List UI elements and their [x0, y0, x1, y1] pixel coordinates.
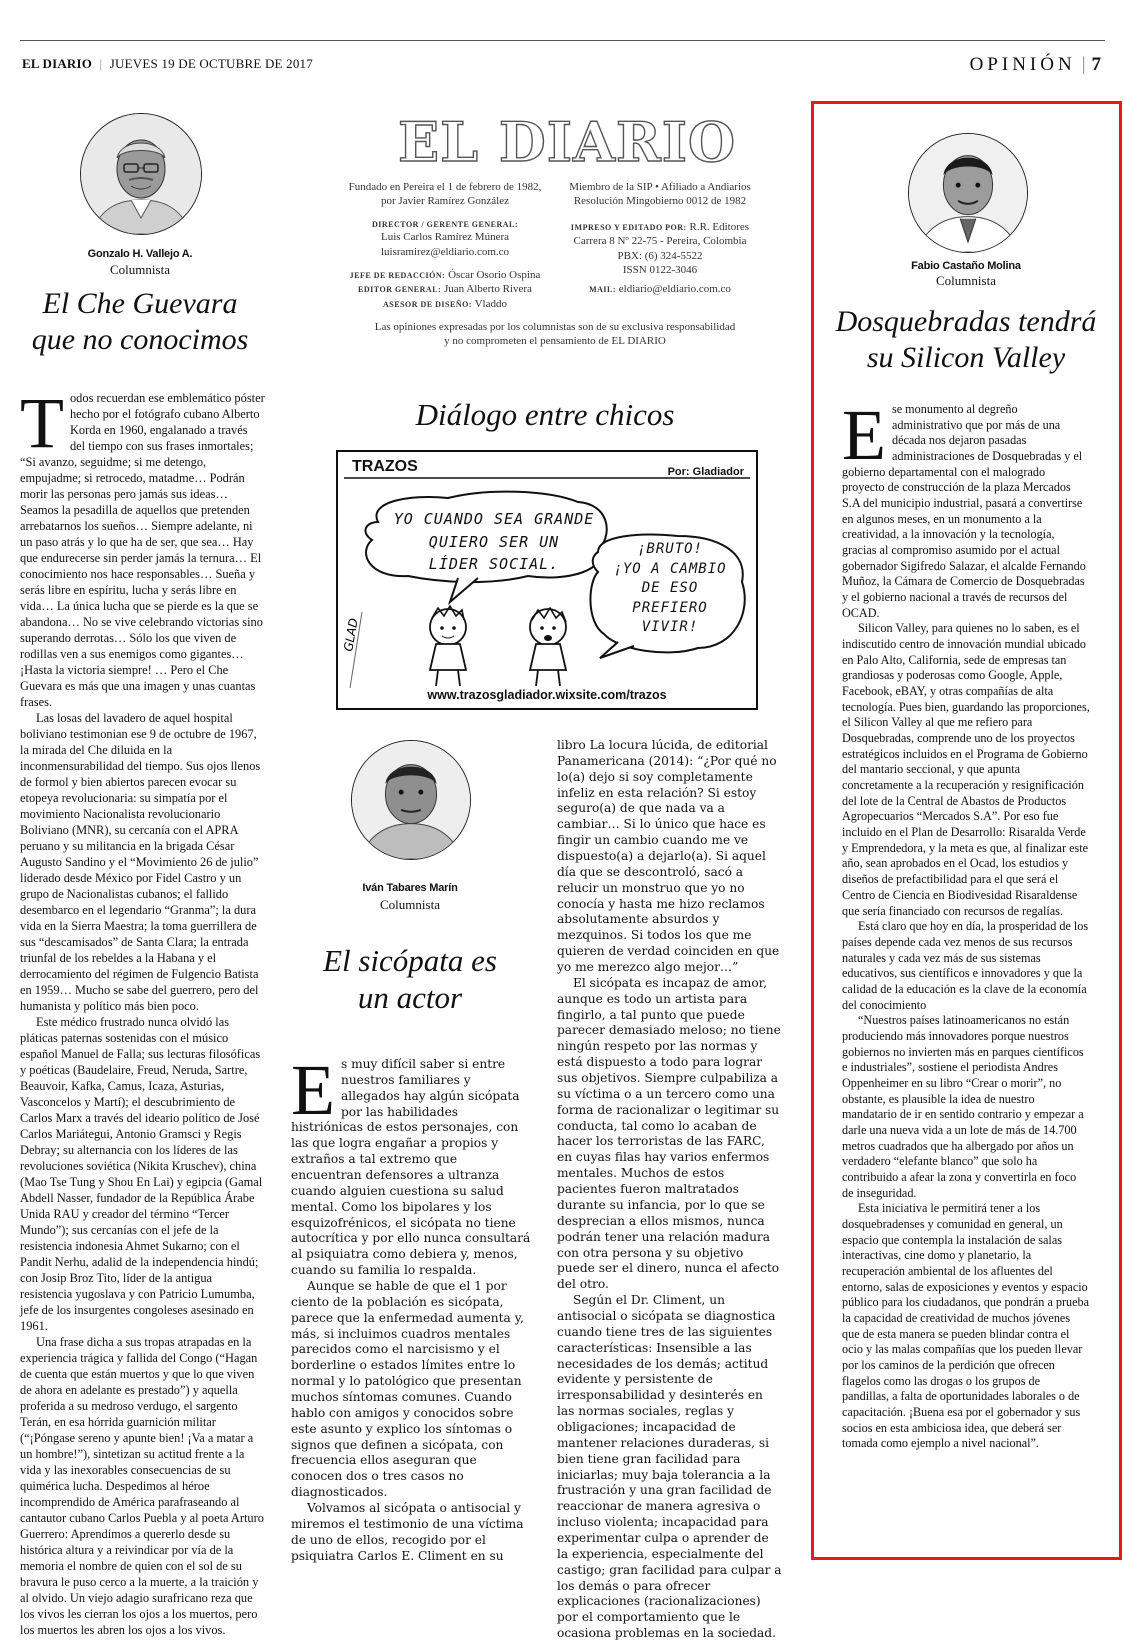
page-header-right	[970, 54, 1101, 76]
article-paragraph: Silicon Valley, para quienes no lo saben, es el indiscutido centro de innovación mundial ubicado en Palo Alto, California, sede de empresas tan grandiosas y poderosas como Google, Apple, Facebook, eBAY, y otras compañías de alta tecnología. Pues bien, guardando las proporciones, el Silicon Valley al que me refiero para Dosquebradas, comprende uno de los proyectos estratégicos incluidos en el Programa de Gobierno del mantario seccional, y que apunta concretamente a la recuperación y resignificación del lote de la Central de Abastos de Productos Agropecuarios “Mercados S.A”. Por eso fue incluido en el Plan de Desarrollo: Risaralda Verde y Emprendedora, y la meta es que, al finalizar este año, sean aprobados en el Ocad, los estudios y diseños de prefactibilidad para el que será el Centro de Ciencia en Biodivesidad Risaraldense que sería financiado con recursos de regalías.	[842, 621, 1090, 918]
portrait-illustration	[81, 114, 201, 234]
printer-name: R.R. Editores	[689, 221, 750, 233]
author-photo	[908, 133, 1028, 253]
article-headline	[20, 286, 260, 358]
author-role: Columnista	[380, 897, 440, 912]
article-body	[291, 1050, 531, 1565]
article-paragraph: Esta iniciativa le permitirá tener a los dosquebradenses y comunidad en general, un espacio que contempla la instalación de salas interactivas, cine domo y planetario, la recuperación ambiental de los afluentes del entorno, salas de exposiciones y eventos y espacio público para los ciudadanos, que pondrán a prueba la capacidad de creatividad de muchos jóvenes que de esta manera se pueden blindar contra el ocio y las malas compañías que los pueden llevar por los caminos de la perdición que ofrecen flagelos como las drogas o los grupos de pandillas, a falta de oportunidades laborales o de capacitación. ¡Buena esa por el gobernador y sus socios en esta ambiciosa idea, que deberá ser tomada como ejemplo a nivel nacional”.	[842, 1201, 1090, 1451]
masthead-printer	[560, 220, 760, 277]
article-headline	[290, 942, 530, 1016]
author-name: Fabio Castaño Molina	[911, 260, 1021, 272]
svg-text:GLAD: GLAD	[341, 617, 361, 653]
headline-line-2: que no conocimos	[31, 323, 249, 356]
page-number: 7	[1091, 54, 1101, 75]
portrait-illustration	[352, 741, 470, 859]
cartoon-url[interactable]: www.trazosgladiador.wixsite.com/trazos	[427, 688, 667, 702]
mail-address[interactable]: eldiario@eldiario.com.co	[618, 283, 731, 295]
director-name: Luis Carlos Ramírez Múnera	[381, 231, 509, 244]
article-paragraph	[842, 395, 1090, 621]
masthead-disclaimer	[330, 320, 780, 349]
article-paragraph: Aunque se hable de que el 1 por ciento de la población es sicópata, parece que la enfermedad aumenta y, más, si incluimos cuadros mentales parecidos como el narcisismo y el borderline o estados límites entre lo normal y lo patológico que presentan muchos síntomas comunes. Cuando hablo con amigos y conocidos sobre este asunto y explico los síntomas o signos que definen a sicópata, con frecuencia ellos aseguran que conocen dos o tres casos no diagnosticados.	[291, 1279, 524, 1500]
masthead-membership	[560, 180, 760, 209]
headline-line-2: su Silicon Valley	[866, 341, 1066, 374]
disclaimer-line-2: y no comprometen el pensamiento de EL DIARIO	[444, 335, 666, 348]
membership-text: Miembro de la SIP • Afiliado a Andiarios	[569, 181, 751, 193]
paragraph-text: s muy difícil saber si entre nuestros familiares y allegados hay algún sicópata por las habilidades histriónicas de estos personajes, con las que logra engañar a propios y extraños a tal extremo que encuentran defensores a ultranza cuando alguien cuestiona su salud mental. Como los bipolares y los esquizofrénicos, el sicópata no tiene autocrítica y por ello nunca consultará al psiquiatra como debiera y, menos, cuando su familia lo respalda.	[291, 1057, 531, 1278]
founded-text: Fundado en Pereira el 1 de febrero de 1982,	[348, 181, 542, 193]
article-paragraph: “Nuestros países latinoamericanos no están produciendo más innovadores porque nuestros gobiernos no invierten más en parques científicos e industriales”, sostiene el periodista Andres Oppenheimer en su libro “Crear o morir”, no obstante, es plausible la idea de nuestro mandatario de ir en sentido contrario y empezar a darle una nueva vida a un lote de más de 14.700 metros cuadrados que ha albergado por años un verdadero “elefante blanco” que solo ha contribuido a afear la zona y convertirla en foco de inseguridad.	[842, 1013, 1084, 1200]
editor-name: Juan Alberto Rivera	[443, 283, 532, 296]
address-text: Carrera 8 Nº 22-75 - Pereira, Colombia	[573, 235, 747, 248]
article-paragraph: Según el Dr. Climent, un antisocial o sicópata se diagnostica cuando tiene tres de las siguientes características: Insensible a las necesidades de los demás; actitud evidente y persistente de irresponsabilidad y desinterés en las normas sociales, reglas y obligaciones; incapacidad de mantener relaciones duraderas, si bien tiene gran facilidad para iniciarlas; muy baja tolerancia a la frustración y una gran facilidad de reaccionar de manera agresiva o incluso violenta; incapacidad para experimentar culpa o aprender de la experiencia, especialmente del castigo; gran facilidad para culpar a los demás o para ofrecer explicaciones (racionalizaciones) por el comportamiento que le ocasiona problemas en la sociedad.	[557, 1293, 782, 1641]
author-photo	[351, 740, 471, 860]
issn-text: ISSN 0122-3046	[622, 263, 698, 276]
portrait-illustration	[909, 134, 1027, 252]
section-name: OPINIÓN	[969, 54, 1076, 75]
article-paragraph: El sicópata es incapaz de amor, aunque es todo un artista para fingirlo, a tal punto que puede parecer demasiado meloso; no tiene ningún respeto por las normas y está dispuesto a todo para lograr sus objetivos. Siempre culpabiliza a su víctima o a un tercero como una forma de racionalizar o legitimar su conducta, tal como lo acaban de hacer los terroristas de las FARC, en cuyas filas hay varios enfermos mentales. Muchos de estos pacientes fueron maltratados durante su infancia, por lo que se desprecian a ellos mismos, nunca podrán tener una relación madura con otra persona y su objetivo puede ser el dinero, nunca el afecto del otro.	[557, 975, 781, 1292]
author-name: Iván Tabares Marín	[362, 882, 458, 894]
strip-author: Por: Gladiador	[667, 466, 744, 478]
headline-line-1: El sicópata es	[323, 943, 497, 978]
headline-line-2: un actor	[357, 980, 463, 1016]
article-paragraph: Volvamos al sicópata o antisocial y miremos el testimonio de una víctima de uno de ellos, recogido por el psiquiatra Carlos E. Climent en su	[291, 1501, 524, 1563]
speech-bubble-2	[600, 540, 740, 638]
article-paragraph: Las losas del lavadero de aquel hospital boliviano testimonian ese 9 de octubre de 1967, la mirada del Che diluida en la inconmensurabilidad del tiempo. Sus ojos llenos de formol y bien abiertos parecen evocar su etopeya revolucionaria: su simpatía por el movimiento Nacionalista revolucionario Boliviano (MNR), su cercanía con el APRA peruano y su militancia en la brigada César Augusto Sandino y el “Movimiento 26 de julio” liderado desde México por Fidel Castro y un grupo de Nacionalistas cubanos; el fallido desembarco en el legendario “Granma”; la dura vida en la Sierra Maestra; la toma guerrillera de sus “descamisados” de Santa Clara; la entrada triunfal de los rebeldes a la Habana y el derrocamiento del régimen de Fulgencio Batista en 1959… Mucho se sabe del guerrero, pero del humanista y político más bien poco.	[20, 711, 261, 1013]
bubble-line: YO CUANDO SEA GRANDE	[393, 510, 595, 528]
paragraph-text: odos recuerdan ese emblemático póster hecho por el fotógrafo cubano Alberto Korda en 1960, engalanado a través del tiempo con sus frases inmortales; “Si avanzo, seguidme; si me detengo, empujadme; si retrocedo, matadme… Podrán morir las personas pero jamás sus ideas… Seamos la pesadilla de aquellos que pretenden arrebatarnos los sueños… Siempre adelante, ni un paso atrás y lo que ha de ser, que sea… Hay que endurecerse sin perder jamás la ternura… El conocimiento nos hace responsables… Sueña y serás libre en espíritu, lucha y serás libre en vida… La única lucha que se pierde es la que se abandona… No se vive celebrando victorias sino superando derrotas… Sólo los que viven de rodillas ven a sus enemigos como gigantes… ¡Hasta la victoria siempre! … Pero el Che Guevara es más que una imagen y unas cuantas frases.	[20, 391, 265, 709]
header-separator-right: |	[1081, 54, 1086, 75]
bubble-line: ¡YO A CAMBIO	[613, 560, 727, 577]
cartoon-section-title: Diálogo entre chicos	[415, 397, 675, 432]
author-role: Columnista	[110, 262, 170, 277]
paper-name: EL DIARIO	[22, 56, 93, 71]
article-paragraph: Este médico frustrado nunca olvidó las pláticas paternas sostenidas con el músico español Manuel de Falla; sus lecturas filosóficas y poéticas (Baudelaire, Freud, Neruda, Sartre, Beauvoir, Kafka, Camus, Icaza, Asturias, Vasconcelos y Martí); el descubrimiento de Carlos Marx a través del ideario político de José Carlos Mariátegui, Antonio Gramsci y Regis Debray; su alternancia con los líderes de las revoluciones soviética (Nikita Kruschev), china (Mao Tse Tung y Shou En Lai) y egipcia (Gamal Abdell Nasser, fundador de la República Árabe Unida RAU y creador del término “Tercer Mundo”); sus cercanías con el jefe de la resistencia indonesia Ahmet Sukarno; con el Pandit Nerhu, adalid de la independencia hindú; con Josip Broz Tito, líder de la antigua resistencia yugoslava y con Patricio Lumumba, jefe de los insurgentes congoleses asesinado en 1961.	[20, 1015, 263, 1333]
design-name: Vladdo	[474, 297, 507, 310]
author-role: Columnista	[936, 273, 996, 288]
director-caption: DIRECTOR / GERENTE GENERAL:	[371, 220, 519, 229]
header-separator: |	[99, 56, 103, 71]
author-photo	[80, 113, 202, 235]
phone-text: PBX: (6) 324-5522	[617, 249, 703, 262]
top-rule	[20, 40, 1105, 41]
redaccion-name: Óscar Osorio Ospina	[448, 269, 541, 281]
drop-cap: T	[20, 383, 64, 463]
bubble-line: LÍDER SOCIAL.	[428, 555, 560, 573]
comic-strip	[336, 450, 758, 710]
masthead-director	[340, 220, 550, 259]
article-headline	[820, 304, 1112, 376]
director-email[interactable]: luisramirez@eldiario.com.co	[380, 245, 510, 258]
masthead-staff	[340, 268, 550, 311]
bubble-line: PREFIERO	[632, 599, 708, 616]
disclaimer-line-1: Las opiniones expresadas por los columnistas son de su exclusiva responsabilidad	[374, 321, 736, 333]
speech-bubble-1	[384, 508, 604, 576]
redaccion-caption: JEFE DE REDACCIÓN:	[349, 271, 446, 280]
strip-title: TRAZOS	[352, 458, 418, 475]
issue-date: JUEVES 19 DE OCTUBRE DE 2017	[109, 56, 313, 71]
article-paragraph: libro La locura lúcida, de editorial Panamericana (2014): “¿Por qué no lo(a) dejo si soy completamente infeliz en esta relación? Si estoy seguro(a) de que nada va a cambiar… Si lo único que hace es fingir un cambio cuando me ve dispuesto(a) a dejarlo(a). Si aquel día que se descontroló, sacó a relucir un monstruo que yo no conocía y hasta me hizo reclamos absolutamente absurdos y mezquinos. Si todos los que me quieren de verdad coinciden en que yo me merezco algo mejor…”	[557, 738, 780, 975]
editor-caption: EDITOR GENERAL:	[358, 285, 442, 295]
article-body-continued	[557, 738, 782, 1642]
article-paragraph: Una frase dicha a sus tropas atrapadas en la experiencia trágica y fallida del Congo (“Hagan de cuenta que están muertos y que lo que viven de ahora en adelante es prestado”) y aquella proferida a su medroso verdugo, el sargento Terán, en esa hórrida guarnición militar (“¡Póngase sereno y apunte bien! ¡Va a matar a un hombre!”), sintetizan su actitud frente a la vida y las inexorables consecuencias de su quimérica lucha. Despedimos al héroe incomprendido de América parafraseando al cantautor cubano Carlos Puebla y al poeta Arturo Guerrero: Aprendimos a quererlo desde su histórica altura y a reivindicar por vía de la memoria el nombre de quien con el sol de su bravura le puso cerco a la muerte, a la traición y al olvido. Un viejo adagio surafricano reza que los vivos les cierran los ojos a los muertos, pero los muertos les abren los ojos a los vivos.	[20, 1335, 264, 1637]
founder-text: por Javier Ramírez González	[381, 195, 509, 208]
design-caption: ASESOR DE DISEÑO:	[383, 299, 472, 309]
resolution-text: Resolución Mingobierno 0012 de 1982	[573, 195, 747, 208]
bubble-line: DE ESO	[641, 580, 699, 597]
article-paragraph	[291, 1050, 531, 1279]
headline-line-1: El Che Guevara	[42, 287, 238, 320]
drop-cap: E	[842, 395, 886, 475]
printer-caption: IMPRESO Y EDITADO POR:	[570, 223, 687, 232]
page-header-left	[22, 56, 313, 72]
masthead-founded	[340, 180, 550, 209]
bubble-line: ¡BRUTO!	[636, 541, 703, 557]
drop-cap: E	[291, 1050, 335, 1130]
bubble-line: VIVIR!	[641, 619, 699, 636]
newspaper-logo: EL DIARIO	[398, 110, 737, 174]
paragraph-text: se monumento al degreño administrativo que por más de una década nos dejaron pasadas administraciones de Dosquebradas y el gobierno departamental con el malogrado proyecto de construcción de la plaza Mercados S.A del municipio industrial, pasará a convertirse en algunos meses, en un monumento a la creatividad, a la innovación y la tecnología, gracias al compromiso asumido por el actual gobernador Sigifredo Salazar, el alcalde Fernando Muñoz, la Cámara de Comercio de Dosquebradas y el gobierno nacional a través de recursos del OCAD.	[842, 402, 1086, 620]
mail-caption: MAIL:	[589, 285, 617, 294]
headline-line-1: Dosquebradas tendrá	[835, 305, 1097, 338]
bubble-line: QUIERO SER UN	[428, 532, 560, 551]
article-body	[842, 395, 1090, 1452]
article-paragraph: Está claro que hoy en día, la prosperidad de los países depende cada vez menos de sus recursos naturales y cada vez más de sus sistemas educativos, sus científicos e innovadores y que la calidad de la educación es la clave de la economía del conocimiento	[842, 919, 1089, 1012]
article-body	[20, 383, 265, 1638]
author-name: Gonzalo H. Vallejo A.	[87, 248, 193, 260]
article-paragraph	[20, 383, 265, 710]
masthead-mail	[560, 282, 760, 296]
